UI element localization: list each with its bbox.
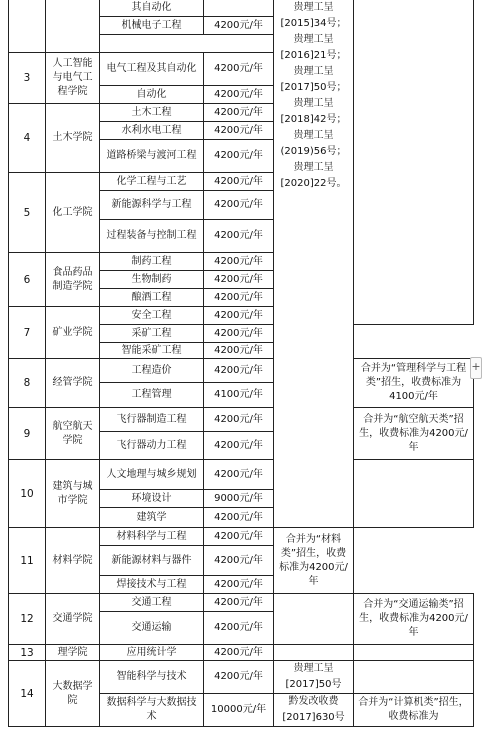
row-number-cell xyxy=(9,0,46,53)
fee-cell: 4200元/年 xyxy=(204,325,274,343)
fee-cell: 4200元/年 xyxy=(204,432,274,460)
major-cell: 应用统计学 xyxy=(100,645,204,661)
major-cell: 数据科学与大数据技术 xyxy=(100,694,204,727)
doc-line: [2018]42号； xyxy=(280,114,347,125)
note-cell xyxy=(354,661,474,694)
major-cell: 水利水电工程 xyxy=(100,122,204,140)
row-number-cell: 8 xyxy=(9,359,46,408)
college-cell xyxy=(46,0,100,53)
college-cell: 建筑与城市学院 xyxy=(46,460,100,528)
fee-cell xyxy=(204,0,274,17)
major-cell: 土木工程 xyxy=(100,104,204,122)
note-cell: 合并为“交通运输类”招生，收费标准为4200元/年 xyxy=(354,594,474,645)
college-cell: 航空航天学院 xyxy=(46,408,100,460)
doc-line: [2020]22号。 xyxy=(280,178,347,189)
major-cell: 新能源材料与器件 xyxy=(100,546,204,576)
doc-line: (2019)56号； xyxy=(280,146,347,157)
note-cell: 合并为“航空航天类”招生，收费标准为4200元/年 xyxy=(354,408,474,460)
row-number-cell: 13 xyxy=(9,645,46,661)
college-cell: 土木学院 xyxy=(46,104,100,173)
row-number-cell: 6 xyxy=(9,253,46,307)
major-cell: 飞行器动力工程 xyxy=(100,432,204,460)
row-number-cell: 11 xyxy=(9,528,46,594)
side-expand-handle[interactable]: + xyxy=(470,357,482,379)
major-cell: 道路桥梁与渡河工程 xyxy=(100,140,204,173)
fee-cell: 4200元/年 xyxy=(204,289,274,307)
college-cell: 矿业学院 xyxy=(46,307,100,359)
major-cell: 智能采矿工程 xyxy=(100,343,204,359)
fee-cell: 4200元/年 xyxy=(204,528,274,546)
fee-cell: 4200元/年 xyxy=(204,122,274,140)
fee-cell: 4200元/年 xyxy=(204,253,274,271)
major-cell: 工程管理 xyxy=(100,383,204,408)
major-cell: 工程造价 xyxy=(100,359,204,383)
major-cell: 电气工程及其自动化 xyxy=(100,53,204,86)
fee-cell: 4200元/年 xyxy=(204,508,274,528)
major-cell: 生物制药 xyxy=(100,271,204,289)
row-number-cell: 9 xyxy=(9,408,46,460)
doc-line: [2015]34号； xyxy=(280,18,347,29)
row-number-cell: 12 xyxy=(9,594,46,645)
fee-cell: 4200元/年 xyxy=(204,359,274,383)
doc-line: 黔发改收费 xyxy=(288,696,339,707)
major-cell: 酿酒工程 xyxy=(100,289,204,307)
fee-cell: 4200元/年 xyxy=(204,594,274,612)
college-cell: 材料学院 xyxy=(46,528,100,594)
doc-line: [2016]21号； xyxy=(280,50,347,61)
doc-line: [2017]630号 xyxy=(282,712,345,723)
major-cell: 过程装备与控制工程 xyxy=(100,220,204,253)
college-cell: 经管学院 xyxy=(46,359,100,408)
doc-empty-cell xyxy=(274,594,354,645)
approval-document-cell xyxy=(274,694,354,727)
major-cell: 新能源科学与工程 xyxy=(100,191,204,220)
major-cell: 机械电子工程 xyxy=(100,17,204,35)
major-cell: 人文地理与城乡规划 xyxy=(100,460,204,490)
row-number-cell: 10 xyxy=(9,460,46,528)
fee-cell: 4200元/年 xyxy=(204,53,274,86)
doc-line: 贵理工呈 xyxy=(293,162,334,173)
doc-line: 贵理工呈 xyxy=(293,663,334,674)
major-cell: 其自动化 xyxy=(100,0,204,17)
fee-cell: 4200元/年 xyxy=(204,661,274,694)
doc-empty-cell xyxy=(274,645,354,661)
major-cell: 采矿工程 xyxy=(100,325,204,343)
fee-cell: 4200元/年 xyxy=(204,576,274,594)
fee-cell: 4200元/年 xyxy=(204,307,274,325)
major-cell: 建筑学 xyxy=(100,508,204,528)
note-cell xyxy=(354,460,474,528)
fee-cell: 4200元/年 xyxy=(204,645,274,661)
college-cell: 人工智能与电气工程学院 xyxy=(46,53,100,104)
major-cell: 自动化 xyxy=(100,86,204,104)
note-cell xyxy=(354,645,474,661)
fee-cell: 4200元/年 xyxy=(204,343,274,359)
fee-cell: 4200元/年 xyxy=(204,173,274,191)
row-number-cell: 5 xyxy=(9,173,46,253)
fee-cell: 4200元/年 xyxy=(204,408,274,432)
major-cell: 制药工程 xyxy=(100,253,204,271)
fee-cell: 4200元/年 xyxy=(204,612,274,645)
major-cell: 交通工程 xyxy=(100,594,204,612)
major-cell: 安全工程 xyxy=(100,307,204,325)
doc-line: 贵理工呈 xyxy=(293,98,334,109)
major-cell: 材料科学与工程 xyxy=(100,528,204,546)
doc-line: [2017]50号 xyxy=(285,679,342,690)
major-cell: 环境设计 xyxy=(100,490,204,508)
college-cell: 食品药品制造学院 xyxy=(46,253,100,307)
row-number-cell: 7 xyxy=(9,307,46,359)
major-cell: 智能科学与技术 xyxy=(100,661,204,694)
doc-line: 贵理工呈 xyxy=(293,130,334,141)
fee-cell: 4200元/年 xyxy=(204,271,274,289)
major-cell: 飞行器制造工程 xyxy=(100,408,204,432)
fee-cell: 4100元/年 xyxy=(204,383,274,408)
note-cell xyxy=(354,0,474,325)
major-cell: 化学工程与工艺 xyxy=(100,173,204,191)
fee-cell: 4200元/年 xyxy=(204,104,274,122)
doc-line: [2017]50号； xyxy=(280,82,347,93)
college-cell: 交通学院 xyxy=(46,594,100,645)
fee-cell: 4200元/年 xyxy=(204,460,274,490)
college-cell: 大数据学院 xyxy=(46,661,100,727)
row-number-cell: 4 xyxy=(9,104,46,173)
fee-cell: 10000元/年 xyxy=(204,694,274,727)
row-number-cell: 3 xyxy=(9,53,46,104)
fee-cell: 4200元/年 xyxy=(204,220,274,253)
college-cell: 理学院 xyxy=(46,645,100,661)
tuition-table xyxy=(8,0,474,727)
college-cell: 化工学院 xyxy=(46,173,100,253)
row-number-cell: 14 xyxy=(9,661,46,727)
major-cell: 交通运输 xyxy=(100,612,204,645)
approval-document-cell xyxy=(274,661,354,694)
note-cell: 合并为“计算机类”招生，收费标准为 xyxy=(354,694,474,727)
doc-line: 贵理工呈 xyxy=(293,34,334,45)
fee-cell: 4200元/年 xyxy=(204,140,274,173)
doc-line: 贵理工呈 xyxy=(293,2,334,13)
fee-cell: 4200元/年 xyxy=(204,17,274,35)
fee-cell: 4200元/年 xyxy=(204,546,274,576)
doc-line: 贵理工呈 xyxy=(293,66,334,77)
major-cell: 焊接技术与工程 xyxy=(100,576,204,594)
note-cell: 合并为“管理科学与工程类”招生，收费标准为4100元/年 xyxy=(354,359,474,408)
fee-cell: 4200元/年 xyxy=(204,191,274,220)
fee-cell: 9000元/年 xyxy=(204,490,274,508)
fee-cell: 4200元/年 xyxy=(204,86,274,104)
approval-document-cell xyxy=(274,0,354,528)
note-cell: 合并为“材料类”招生，收费标准为4200元/年 xyxy=(274,528,354,594)
